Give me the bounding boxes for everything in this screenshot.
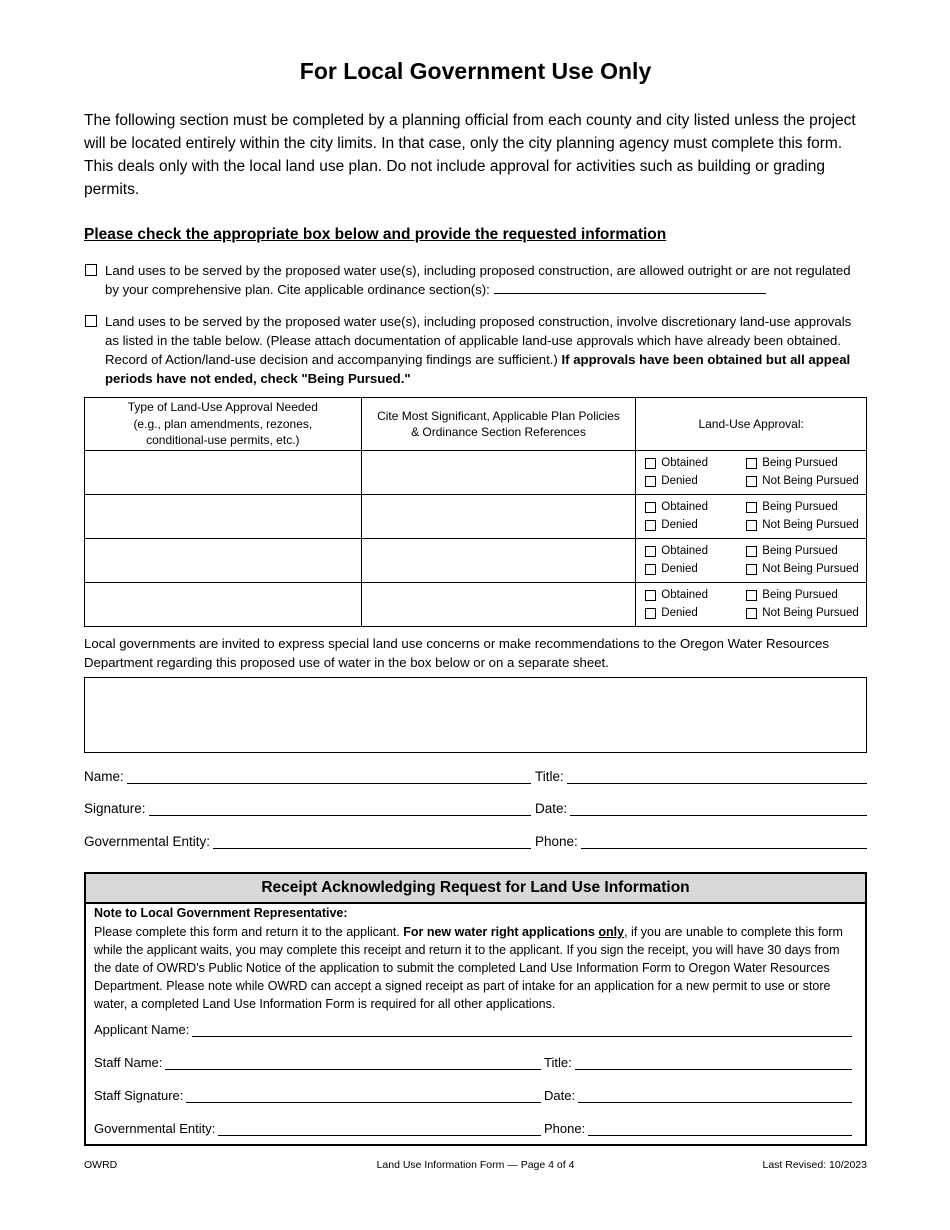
name-label: Name: [84,769,124,784]
receipt-heading: Receipt Acknowledging Request for Land Use Information [86,874,865,904]
header-policies-line2: & Ordinance Section References [411,425,586,439]
being-pursued-label: Being Pursued [762,589,838,601]
receipt-note-body [94,923,860,1013]
approval-type-cell[interactable] [85,539,362,583]
title-label: Title: [535,769,564,784]
note-bold-underline: only [598,925,625,939]
status-being-pursued[interactable] [746,545,837,557]
receipt-date-label: Date: [544,1088,576,1103]
table-row [85,451,867,495]
approval-type-cell[interactable] [85,583,362,627]
applicant-name-field [94,1022,852,1037]
title-input[interactable] [567,769,867,784]
not-being-pursued-label: Not Being Pursued [762,607,859,619]
status-being-pursued[interactable] [746,457,837,469]
footer-right: Last Revised: 10/2023 [762,1159,867,1171]
denied-label: Denied [661,475,698,487]
obtained-label: Obtained [661,589,708,601]
staff-name-field [94,1055,541,1070]
header-policies-line1: Cite Most Significant, Applicable Plan Policies [377,408,620,423]
denied-checkbox[interactable] [645,520,656,531]
table-row [85,495,867,539]
receipt-phone-label: Phone: [544,1121,586,1136]
header-approval-type-line1: Type of Land-Use Approval Needed [127,400,318,415]
header-approval-type [85,398,362,451]
allowed-outright-checkbox[interactable] [85,264,97,276]
name-field [84,769,531,784]
status-not-being-pursued[interactable] [746,607,859,619]
policies-cell[interactable] [361,495,636,539]
obtained-label: Obtained [661,457,708,469]
phone-input[interactable] [581,834,867,849]
staff-signature-input[interactable] [186,1088,541,1103]
option-discretionary [84,312,867,388]
status-cell [636,495,867,539]
obtained-label: Obtained [661,545,708,557]
receipt-date-field [544,1088,852,1103]
being-pursued-checkbox[interactable] [746,458,757,469]
signature-field [84,801,531,816]
title-field [535,769,867,784]
signature-label: Signature: [84,801,146,816]
entity-field [84,834,531,849]
not-being-pursued-checkbox[interactable] [746,564,757,575]
policies-cell[interactable] [361,583,636,627]
table-row [85,583,867,627]
discretionary-checkbox[interactable] [85,315,97,327]
status-being-pursued[interactable] [746,501,837,513]
option2-bold-text: If approvals have been obtained but all appeal periods have not ended, check "Being Pursued." [105,352,851,386]
receipt-entity-input[interactable] [218,1121,541,1136]
table-row [85,539,867,583]
staff-name-input[interactable] [165,1055,541,1070]
phone-label: Phone: [535,834,578,849]
ordinance-section-input[interactable] [494,280,766,294]
header-approval-status: Land-Use Approval: [636,398,867,451]
applicant-name-input[interactable] [192,1022,852,1037]
status-obtained[interactable] [645,545,708,557]
obtained-checkbox[interactable] [645,502,656,513]
status-denied[interactable] [645,563,697,575]
not-being-pursued-label: Not Being Pursued [762,563,859,575]
status-not-being-pursued[interactable] [746,519,859,531]
policies-cell[interactable] [361,451,636,495]
status-not-being-pursued[interactable] [746,475,859,487]
footer-center: Land Use Information Form — Page 4 of 4 [376,1159,575,1171]
status-cell [636,451,867,495]
approval-type-cell[interactable] [85,451,362,495]
entity-input[interactable] [213,834,531,849]
option1-text: Land uses to be served by the proposed water use(s), including proposed construction, are allowed outright or are not regulated by your comprehensive plan. Cite applicable ordinance section(s): [105,263,851,297]
status-obtained[interactable] [645,589,708,601]
receipt-phone-input[interactable] [588,1121,852,1136]
denied-checkbox[interactable] [645,476,656,487]
receipt-phone-field [544,1121,852,1136]
status-being-pursued[interactable] [746,589,837,601]
denied-label: Denied [661,607,698,619]
obtained-checkbox[interactable] [645,590,656,601]
status-obtained[interactable] [645,501,708,513]
option2-text: Land uses to be served by the proposed water use(s), including proposed construction, involve discretionary land-use approvals as listed in the table below. (Please attach documentation of applicable land-use approvals which have already been obtained. Record of Action/land-use decision and accompanying findings are sufficient.) [105,314,852,367]
invite-paragraph: Local governments are invited to express special land use concerns or make recommendations to the Oregon Water Resources Department regarding this proposed use of water in the box below or on a separate sheet. [84,636,829,670]
not-being-pursued-label: Not Being Pursued [762,519,859,531]
receipt-entity-label: Governmental Entity: [94,1121,216,1136]
status-denied[interactable] [645,607,697,619]
receipt-title-field [544,1055,852,1070]
page-title: For Local Government Use Only [299,58,652,84]
header-policies [361,398,636,451]
note-part2: , if you are unable to complete this form while the applicant waits, you may complete this receipt and return it to the applicant. If you sign the receipt, you will have 30 days from the date of OWRD’s Public Notice of the application to submit the completed Land Use Information Form to Oregon Water Resources Department. Please note while OWRD can accept a signed receipt as part of intake for an application for a new permit to use or store water, a completed Land Use Information Form is required for all other applications. [94,925,843,1011]
staff-signature-label: Staff Signature: [94,1088,184,1103]
staff-signature-field [94,1088,541,1103]
table-header-row [85,398,867,451]
date-label: Date: [535,801,568,816]
obtained-label: Obtained [661,501,708,513]
not-being-pursued-checkbox[interactable] [746,476,757,487]
option-allowed-outright [84,261,867,299]
date-field [535,801,867,816]
applicant-name-label: Applicant Name: [94,1022,190,1037]
being-pursued-checkbox[interactable] [746,502,757,513]
phone-field [535,834,867,849]
status-obtained[interactable] [645,457,708,469]
receipt-note-title: Note to Local Government Representative: [94,906,348,920]
intro-paragraph: The following section must be completed by a planning official from each county and city listed unless the project will be located entirely within the city limits. In that case, only the city planning agency must complete this form. This deals only with the local land use plan. Do not include approval for activities such as building or grading permits. [84,112,856,198]
signature-input[interactable] [149,801,531,816]
receipt-entity-field [94,1121,541,1136]
status-cell [636,539,867,583]
not-being-pursued-checkbox[interactable] [746,608,757,619]
note-bold: For new water right applications [403,925,595,939]
denied-checkbox[interactable] [645,608,656,619]
entity-label: Governmental Entity: [84,834,211,849]
denied-label: Denied [661,563,698,575]
instruction-heading: Please check the appropriate box below and provide the requested information [84,226,667,243]
status-denied[interactable] [645,475,697,487]
receipt-section [84,872,867,1146]
header-approval-type-line2: (e.g., plan amendments, rezones, [133,416,313,431]
header-approval-type-line3: conditional-use permits, etc.) [146,433,300,448]
status-not-being-pursued[interactable] [746,563,859,575]
land-use-approval-table [84,397,867,627]
being-pursued-label: Being Pursued [762,457,838,469]
being-pursued-checkbox[interactable] [746,546,757,557]
denied-checkbox[interactable] [645,564,656,575]
not-being-pursued-label: Not Being Pursued [762,475,859,487]
note-part1: Please complete this form and return it to the applicant. [94,925,400,939]
receipt-date-input[interactable] [578,1088,852,1103]
status-cell [636,583,867,627]
not-being-pursued-checkbox[interactable] [746,520,757,531]
name-input[interactable] [127,769,531,784]
footer-left: OWRD [84,1159,118,1171]
receipt-title-label: Title: [544,1055,572,1070]
staff-name-label: Staff Name: [94,1055,163,1070]
obtained-checkbox[interactable] [645,458,656,469]
status-denied[interactable] [645,519,697,531]
being-pursued-checkbox[interactable] [746,590,757,601]
receipt-title-input[interactable] [575,1055,852,1070]
being-pursued-label: Being Pursued [762,545,838,557]
denied-label: Denied [661,519,698,531]
comments-textarea[interactable] [84,677,867,753]
policies-cell[interactable] [361,539,636,583]
obtained-checkbox[interactable] [645,546,656,557]
being-pursued-label: Being Pursued [762,501,838,513]
date-input[interactable] [570,801,867,816]
approval-type-cell[interactable] [85,495,362,539]
